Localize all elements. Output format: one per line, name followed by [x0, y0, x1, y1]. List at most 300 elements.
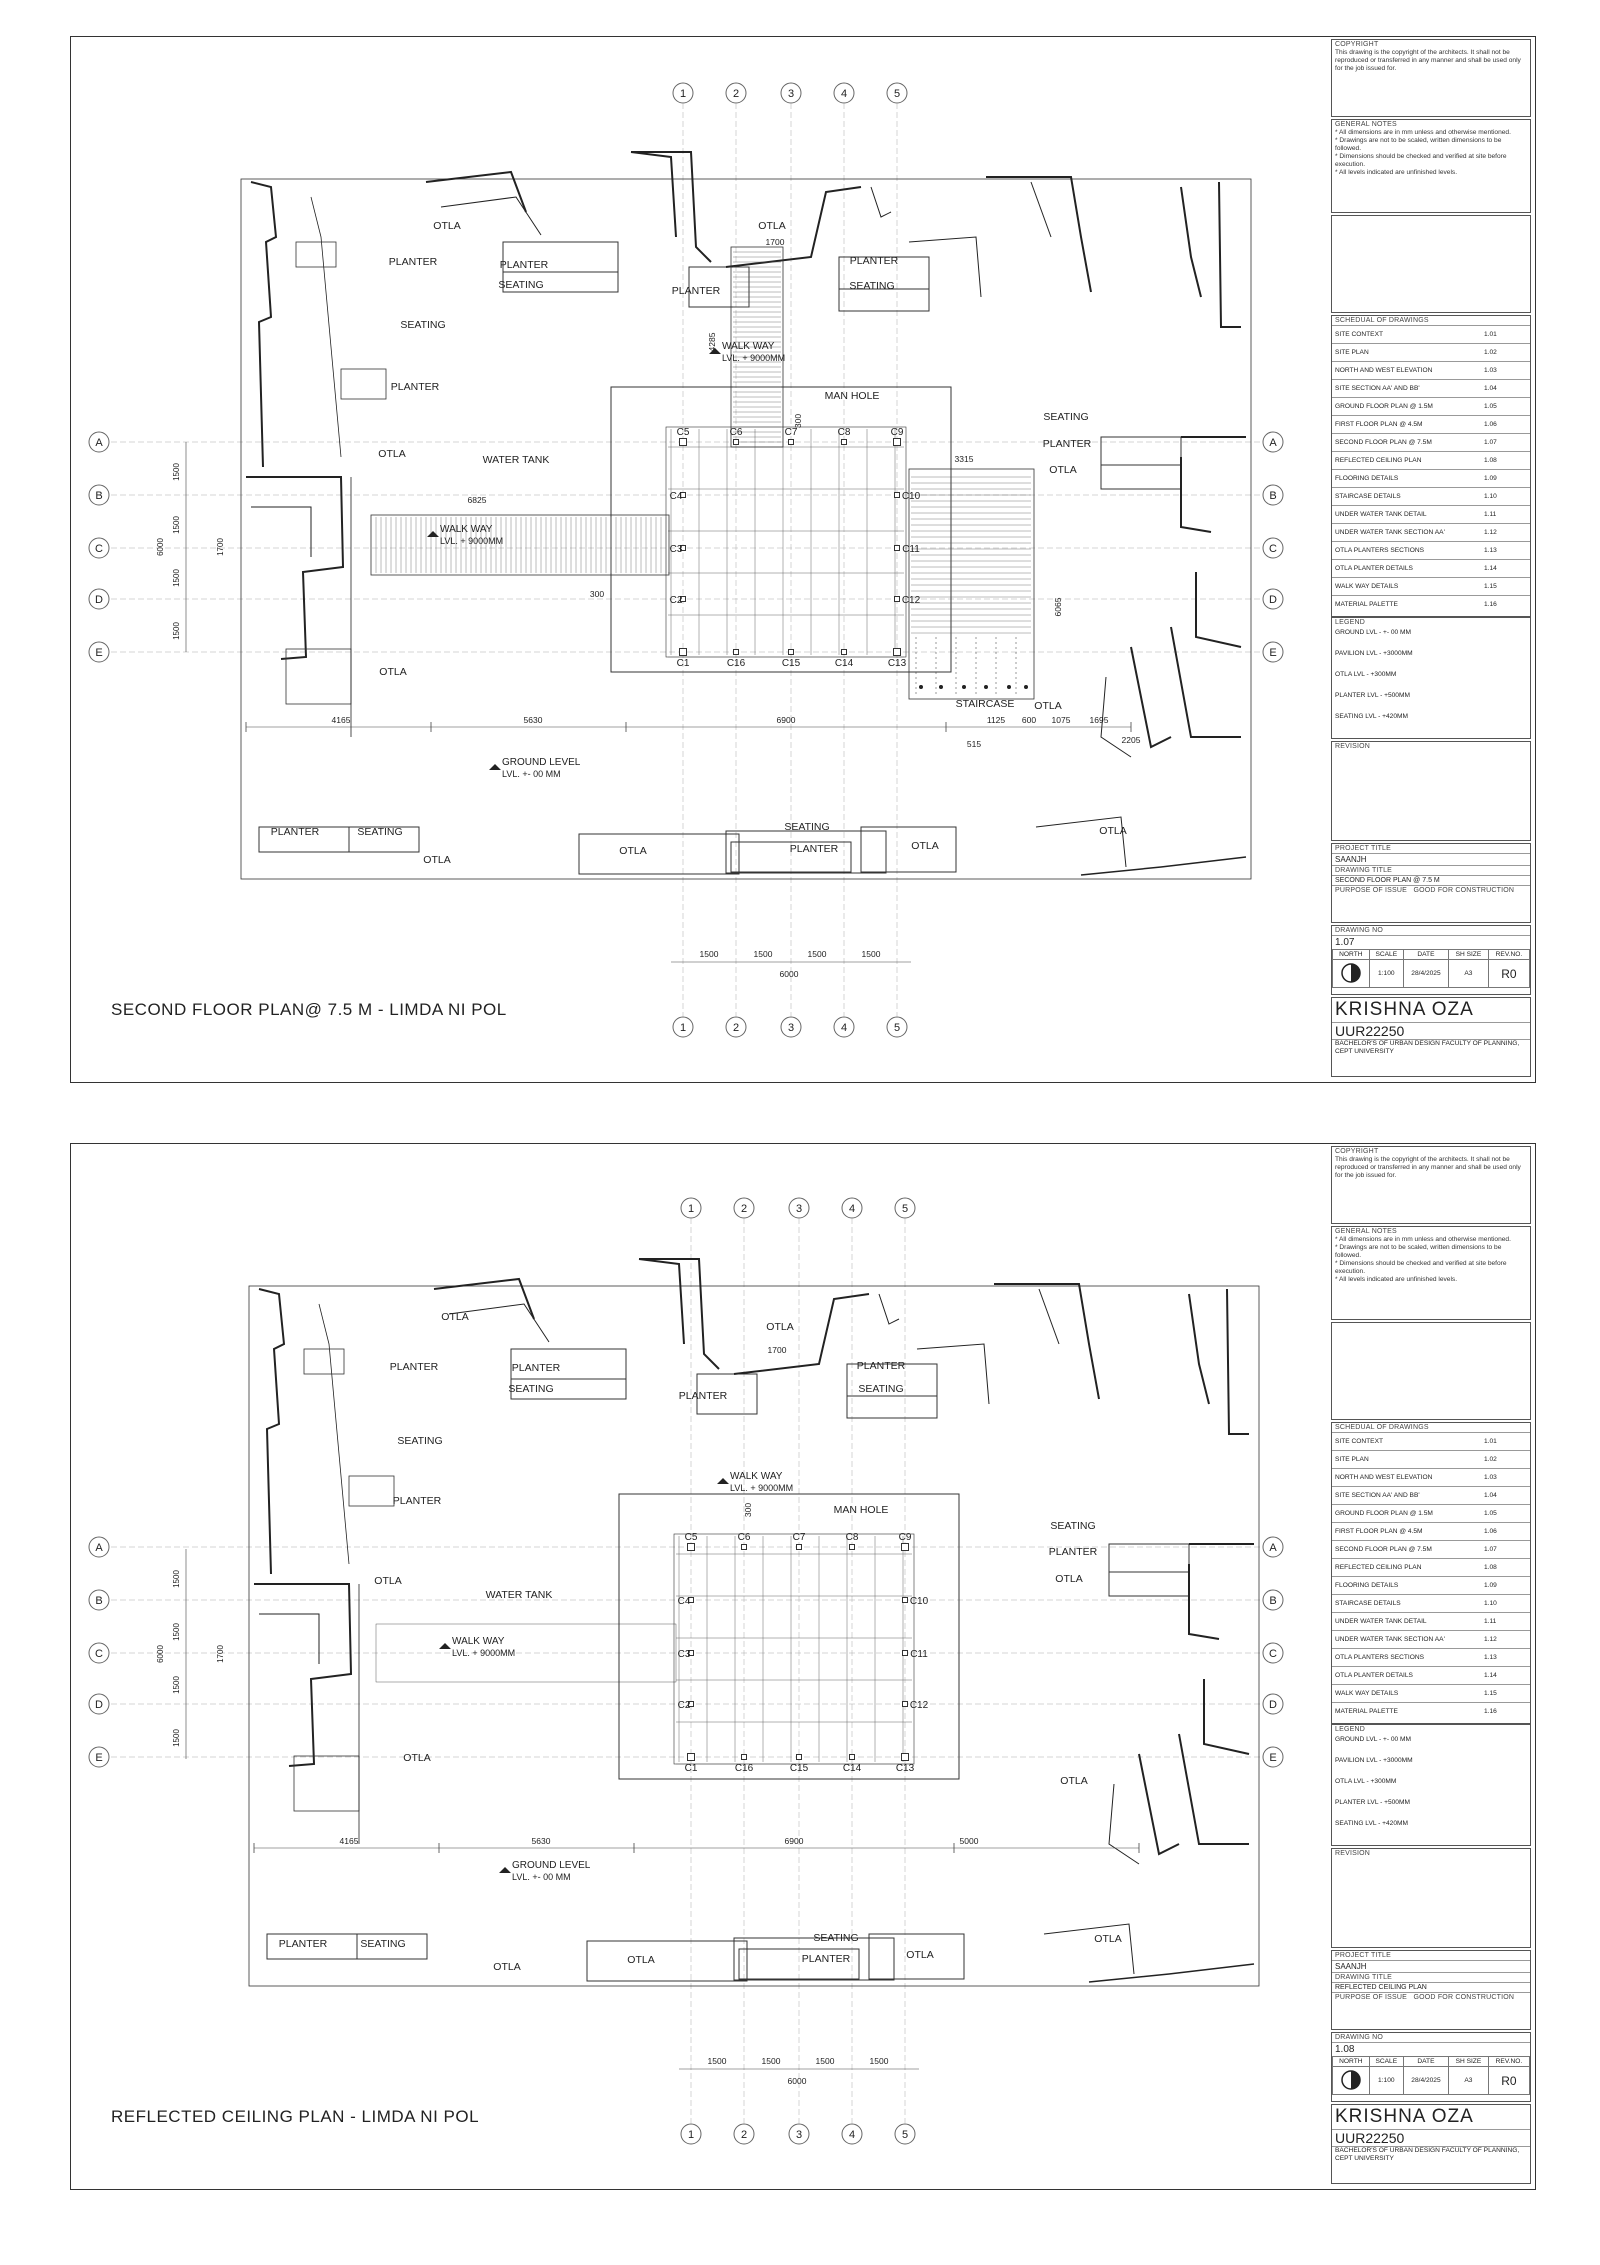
- planter-box: [296, 242, 336, 267]
- dimension-value: 3315: [954, 454, 974, 464]
- grid-label: D: [95, 1699, 103, 1711]
- ground-level-value: LVL. +- 00 MM: [512, 1872, 571, 1882]
- column-marker: [842, 650, 847, 655]
- schedule-number: 1.14: [1484, 1672, 1497, 1679]
- author-box: [1331, 997, 1531, 1077]
- column-marker: [680, 649, 687, 656]
- area-label-otla: OTLA: [766, 1321, 794, 1333]
- area-label-otla: OTLA: [1049, 464, 1077, 476]
- grid-label: 2: [740, 1203, 748, 1215]
- dimension-value: 1500: [172, 1729, 181, 1747]
- dimension-value: 6900: [784, 1836, 804, 1846]
- revision-heading: REVISION: [1335, 1850, 1371, 1857]
- schedule-number: 1.12: [1484, 1636, 1497, 1643]
- area-label-otla: OTLA: [1034, 700, 1062, 712]
- schedule-number: 1.13: [1484, 547, 1497, 554]
- column-marker: [902, 1754, 909, 1761]
- schedule-name: NORTH AND WEST ELEVATION: [1335, 1474, 1433, 1481]
- walkway-level: LVL. + 9000MM: [730, 1483, 794, 1493]
- note-line: * Drawings are not to be scaled, written dimensions to be followed.: [1335, 137, 1502, 152]
- dimension-value: 1700: [216, 538, 225, 556]
- schedule-row: [1332, 415, 1530, 433]
- schedule-name: UNDER WATER TANK SECTION AA': [1335, 529, 1445, 536]
- area-label-water-tank: WATER TANK: [482, 454, 550, 466]
- sheet-size-value: A3: [1448, 2067, 1488, 2095]
- schedule-name: UNDER WATER TANK DETAIL: [1335, 511, 1427, 518]
- area-label-seating: SEATING: [1050, 1520, 1096, 1532]
- blank-box: [1331, 215, 1531, 313]
- dimension-value: 6000: [156, 1645, 165, 1663]
- column-label: C13: [895, 1763, 915, 1774]
- dimension-value: 1500: [172, 569, 181, 587]
- wall: [986, 177, 1091, 292]
- ground-level-value: LVL. +- 00 MM: [502, 769, 561, 779]
- schedule-row: [1332, 1504, 1530, 1522]
- area-label-planter: PLANTER: [278, 1938, 328, 1950]
- dimension-value: 6000: [787, 2076, 807, 2086]
- schedule-row: [1332, 1702, 1530, 1720]
- dimension-value: 6000: [156, 538, 165, 556]
- dimension-value: 4285: [707, 332, 717, 352]
- plan-title: SECOND FLOOR PLAN@ 7.5 M - LIMDA NI POL: [111, 1000, 507, 1019]
- drawing-meta-table: [1332, 949, 1530, 988]
- schedule-name: FIRST FLOOR PLAN @ 4.5M: [1335, 1528, 1423, 1535]
- grid-label: 2: [740, 2129, 748, 2141]
- purpose-value: GOOD FOR CONSTRUCTION: [1413, 887, 1515, 894]
- dimension-value: 515: [966, 739, 982, 749]
- dimension-value: 1500: [172, 463, 181, 481]
- area-label-seating: SEATING: [357, 826, 403, 838]
- grid-label: 2: [732, 1022, 740, 1034]
- schedule-number: 1.05: [1484, 1510, 1497, 1517]
- legend-heading: LEGEND: [1335, 1726, 1365, 1733]
- column-label: C5: [676, 427, 690, 438]
- blank-box: [1331, 1322, 1531, 1420]
- column-marker: [850, 1545, 855, 1550]
- schedule-row: [1332, 433, 1530, 451]
- dimension-value: 1500: [761, 2056, 781, 2066]
- site-boundary: [249, 1286, 1259, 1986]
- schedule-row: [1332, 325, 1530, 343]
- otla-box: [579, 834, 739, 874]
- seating-box: [847, 1396, 937, 1418]
- schedule-number: 1.09: [1484, 475, 1497, 482]
- column-label: C3: [669, 544, 683, 555]
- area-label-planter: PLANTER: [856, 1360, 906, 1372]
- area-label-otla: OTLA: [627, 1954, 655, 1966]
- schedule-row: [1332, 577, 1530, 595]
- stair-post: [984, 685, 988, 689]
- grid-label: 2: [732, 88, 740, 100]
- drawing-title-heading: DRAWING TITLE: [1332, 865, 1530, 875]
- wall: [1189, 1294, 1209, 1404]
- schedule-row: [1332, 505, 1530, 523]
- seating-box: [1101, 437, 1181, 465]
- grid-label: 5: [893, 88, 901, 100]
- dimension-value: 1500: [861, 949, 881, 959]
- wall: [726, 187, 861, 267]
- drawing-title: REFLECTED CEILING PLAN: [1332, 1982, 1530, 1992]
- plan-svg: [71, 1144, 1325, 2189]
- schedule-row: [1332, 487, 1530, 505]
- schedule-row: [1332, 361, 1530, 379]
- column-marker: [902, 1544, 909, 1551]
- planter-box: [304, 1349, 344, 1374]
- drawing-title: SECOND FLOOR PLAN @ 7.5 M: [1332, 875, 1530, 885]
- scale-heading: SCALE: [1369, 950, 1403, 960]
- grid-label: 3: [787, 1022, 795, 1034]
- seating-box: [1109, 1544, 1189, 1572]
- legend-item: GROUND LVL - +- 00 MM: [1335, 1736, 1412, 1743]
- schedule-row: [1332, 1468, 1530, 1486]
- schedule-row: [1332, 379, 1530, 397]
- area-label-man-hole: MAN HOLE: [824, 390, 880, 402]
- dimension-value: 1500: [807, 949, 827, 959]
- schedule-name: OTLA PLANTER DETAILS: [1335, 1672, 1413, 1679]
- schedule-number: 1.08: [1484, 457, 1497, 464]
- column-marker: [680, 439, 687, 446]
- schedule-row: [1332, 1576, 1530, 1594]
- revision-heading: REVISION: [1335, 743, 1371, 750]
- schedule-number: 1.02: [1484, 349, 1497, 356]
- column-marker: [903, 1598, 908, 1603]
- dimension-value: 1500: [699, 949, 719, 959]
- grid-label: E: [1269, 647, 1277, 659]
- column-label: C7: [792, 1532, 806, 1543]
- column-marker: [895, 597, 900, 602]
- column-marker: [789, 440, 794, 445]
- schedule-number: 1.04: [1484, 385, 1497, 392]
- schedule-number: 1.14: [1484, 565, 1497, 572]
- area-label-planter: PLANTER: [390, 381, 440, 393]
- schedule-number: 1.06: [1484, 421, 1497, 428]
- purpose-heading: PURPOSE OF ISSUE: [1335, 887, 1408, 894]
- title-block: [1331, 1144, 1533, 2189]
- column-label: C7: [784, 427, 798, 438]
- drawing-sheet-2: [70, 1143, 1536, 2190]
- area-label-planter: PLANTER: [678, 1390, 728, 1402]
- grid-label: C: [1269, 543, 1277, 555]
- grid-label: D: [95, 594, 103, 606]
- grid-label: 3: [795, 1203, 803, 1215]
- schedule-number: 1.13: [1484, 1654, 1497, 1661]
- level-marker-icon: [489, 764, 501, 770]
- wall: [994, 1284, 1099, 1399]
- dimension-value: 5630: [531, 1836, 551, 1846]
- wall: [1089, 1964, 1254, 1982]
- grid-label: 4: [840, 88, 848, 100]
- note-line: * All levels indicated are unfinished levels.: [1335, 169, 1458, 176]
- column-marker: [895, 546, 900, 551]
- dimension-value: 1500: [753, 949, 773, 959]
- column-label: C6: [729, 427, 743, 438]
- area-label-otla: OTLA: [423, 854, 451, 866]
- area-label-planter: PLANTER: [389, 1361, 439, 1373]
- schedule-name: OTLA PLANTER DETAILS: [1335, 565, 1413, 572]
- area-label-water-tank: WATER TANK: [485, 1589, 553, 1601]
- legend-item: OTLA LVL - +300MM: [1335, 671, 1397, 678]
- schedule-name: STAIRCASE DETAILS: [1335, 493, 1401, 500]
- column-label: C8: [837, 427, 851, 438]
- wall: [449, 1304, 549, 1342]
- column-marker: [742, 1545, 747, 1550]
- dimension-value: 1700: [216, 1645, 225, 1663]
- note-line: * Dimensions should be checked and verified at site before execution.: [1335, 1260, 1507, 1275]
- project-title: SAANJH: [1332, 853, 1530, 865]
- column-label: C6: [737, 1532, 751, 1543]
- project-info-box: [1331, 843, 1531, 923]
- north-arrow-icon: [1333, 960, 1370, 988]
- scale-value: 1:100: [1369, 2067, 1403, 2095]
- planter-box: [1109, 1572, 1189, 1596]
- title-block: [1331, 37, 1533, 1082]
- area-label-otla: OTLA: [911, 840, 939, 852]
- stair-post: [962, 685, 966, 689]
- purpose-value: GOOD FOR CONSTRUCTION: [1413, 1994, 1515, 2001]
- wall: [1181, 187, 1201, 297]
- grid-label: A: [95, 437, 103, 449]
- wall: [1181, 457, 1211, 532]
- project-title-heading: PROJECT TITLE: [1335, 845, 1392, 852]
- wall: [246, 477, 343, 659]
- wall: [1081, 857, 1246, 875]
- area-label-seating: SEATING: [858, 1383, 904, 1395]
- stair-post: [1024, 685, 1028, 689]
- column-label: C15: [789, 1763, 809, 1774]
- schedule-name: SITE CONTEXT: [1335, 331, 1383, 338]
- schedule-name: GROUND FLOOR PLAN @ 1.5M: [1335, 403, 1433, 410]
- legend-item: SEATING LVL - +420MM: [1335, 1820, 1408, 1827]
- grid-label: C: [95, 1648, 103, 1660]
- north-heading: NORTH: [1333, 950, 1370, 960]
- grid-label: D: [1269, 1699, 1277, 1711]
- legend-item: GROUND LVL - +- 00 MM: [1335, 629, 1412, 636]
- grid-label: 1: [687, 2129, 695, 2141]
- purpose-heading: PURPOSE OF ISSUE: [1335, 1994, 1408, 2001]
- area-label-planter: PLANTER: [1042, 438, 1092, 450]
- level-marker-icon: [439, 1643, 451, 1649]
- note-line: * Dimensions should be checked and verified at site before execution.: [1335, 153, 1507, 168]
- area-label-seating: SEATING: [1043, 411, 1089, 423]
- column-label: C4: [677, 1596, 691, 1607]
- wall: [259, 1289, 284, 1574]
- schedule-number: 1.16: [1484, 601, 1497, 608]
- dimension-value: 1500: [172, 1676, 181, 1694]
- wall: [1139, 1754, 1179, 1854]
- column-marker: [742, 1755, 747, 1760]
- level-marker-icon: [427, 531, 439, 537]
- dimension-value: 6000: [779, 969, 799, 979]
- area-label-planter: PLANTER: [511, 1362, 561, 1374]
- column-marker: [797, 1755, 802, 1760]
- wall: [1171, 627, 1241, 737]
- dimension-value: 4165: [331, 715, 351, 725]
- column-label: C16: [726, 658, 746, 669]
- area-label-planter: PLANTER: [789, 843, 839, 855]
- wall: [1131, 647, 1171, 747]
- schedule-row: [1332, 1666, 1530, 1684]
- tank-inner: [666, 427, 906, 657]
- wall: [251, 507, 311, 557]
- dimension-value: 1075: [1051, 715, 1071, 725]
- dimension-value: 1500: [707, 2056, 727, 2066]
- schedule-row: [1332, 1684, 1530, 1702]
- area-label-planter: PLANTER: [270, 826, 320, 838]
- copyright-box: [1331, 1146, 1531, 1224]
- sheet-size-heading: SH SIZE: [1448, 2057, 1488, 2067]
- column-label: C16: [734, 1763, 754, 1774]
- dimension-value: 300: [793, 413, 803, 429]
- column-label: C5: [684, 1532, 698, 1543]
- column-label: C1: [676, 658, 690, 669]
- general-notes-box: [1331, 1226, 1531, 1320]
- wall: [1189, 1564, 1219, 1639]
- drawing-meta-table: [1332, 2056, 1530, 2095]
- note-line: * All dimensions are in mm unless and otherwise mentioned.: [1335, 1236, 1511, 1243]
- schedule-number: 1.11: [1484, 1618, 1497, 1625]
- schedule-number: 1.01: [1484, 1438, 1497, 1445]
- wall: [1204, 1679, 1249, 1754]
- area-label-seating: SEATING: [498, 279, 544, 291]
- column-marker: [903, 1702, 908, 1707]
- schedule-number: 1.15: [1484, 1690, 1497, 1697]
- grid-label: B: [1269, 490, 1277, 502]
- column-marker: [734, 440, 739, 445]
- stair-post: [1007, 685, 1011, 689]
- north-heading: NORTH: [1333, 2057, 1370, 2067]
- column-label: C8: [845, 1532, 859, 1543]
- wall: [1039, 1289, 1059, 1344]
- general-notes-box: [1331, 119, 1531, 213]
- wall: [1227, 1289, 1249, 1434]
- area-label-seating: SEATING: [508, 1383, 554, 1395]
- author-name: KRISHNA OZA: [1335, 999, 1474, 1020]
- dimension-value: 4165: [339, 1836, 359, 1846]
- column-label: C2: [669, 595, 683, 606]
- legend-item: PAVILION LVL - +3000MM: [1335, 650, 1413, 657]
- walkway-level: LVL. + 9000MM: [440, 536, 504, 546]
- grid-label: 4: [848, 1203, 856, 1215]
- schedule-number: 1.11: [1484, 511, 1497, 518]
- plan-drawing: [71, 37, 1325, 1082]
- schedule-row: [1332, 559, 1530, 577]
- schedule-number: 1.03: [1484, 1474, 1497, 1481]
- note-line: * Drawings are not to be scaled, written dimensions to be followed.: [1335, 1244, 1502, 1259]
- north-arrow-icon: [1333, 2067, 1370, 2095]
- area-label-otla: OTLA: [378, 448, 406, 460]
- door-arc: [879, 1294, 899, 1324]
- wall: [254, 1584, 351, 1766]
- wall: [639, 1259, 684, 1344]
- column-marker: [688, 1754, 695, 1761]
- grid-label: E: [1269, 1752, 1277, 1764]
- wall: [909, 237, 981, 297]
- dimension-value: 1125: [986, 715, 1006, 725]
- dimension-value: 1500: [172, 516, 181, 534]
- area-label-otla: OTLA: [1094, 1933, 1122, 1945]
- legend-item: SEATING LVL - +420MM: [1335, 713, 1408, 720]
- date-heading: DATE: [1403, 950, 1448, 960]
- schedule-name: OTLA PLANTERS SECTIONS: [1335, 547, 1425, 554]
- column-label: C11: [910, 1649, 928, 1660]
- author-box: [1331, 2104, 1531, 2184]
- schedule-name: REFLECTED CEILING PLAN: [1335, 1564, 1422, 1571]
- schedule-name: REFLECTED CEILING PLAN: [1335, 457, 1422, 464]
- otla-box: [861, 827, 956, 872]
- copyright-text: This drawing is the copyright of the architects. It shall not be reproduced or transferred in any manner and shall be used only for the job issued for.: [1335, 49, 1521, 72]
- column-label: C12: [909, 1700, 929, 1711]
- area-label-staircase: STAIRCASE: [955, 698, 1015, 710]
- column-marker: [903, 1651, 908, 1656]
- wall: [259, 1614, 319, 1664]
- area-label-otla: OTLA: [906, 1949, 934, 1961]
- grid-label: 4: [840, 1022, 848, 1034]
- walkway-left: [371, 515, 669, 575]
- legend-item: PLANTER LVL - +500MM: [1335, 1799, 1410, 1806]
- grid-label: 5: [901, 1203, 909, 1215]
- schedule-heading: SCHEDUAL OF DRAWINGS: [1335, 317, 1429, 324]
- drawing-title-heading: DRAWING TITLE: [1332, 1972, 1530, 1982]
- dimension-value: 600: [1021, 715, 1037, 725]
- schedule-row: [1332, 1486, 1530, 1504]
- schedule-row: [1332, 523, 1530, 541]
- schedule-name: UNDER WATER TANK SECTION AA': [1335, 1636, 1445, 1643]
- area-label-seating: SEATING: [400, 319, 446, 331]
- purpose-row: [1332, 1992, 1530, 2002]
- schedule-name: SITE SECTION AA' AND BB': [1335, 1492, 1420, 1499]
- drawing-number-box: [1331, 2032, 1531, 2102]
- dimension-value: 1500: [172, 1623, 181, 1641]
- grid-label: B: [95, 490, 103, 502]
- area-label-otla: OTLA: [493, 1961, 521, 1973]
- area-label-seating: SEATING: [784, 821, 830, 833]
- area-label-planter: PLANTER: [1048, 1546, 1098, 1558]
- level-marker-icon: [717, 1478, 729, 1484]
- notes-heading: GENERAL NOTES: [1335, 1228, 1397, 1235]
- walkway-label: WALK WAY: [722, 341, 775, 352]
- schedule-row: [1332, 1648, 1530, 1666]
- drawing-number-box: [1331, 925, 1531, 995]
- wall: [917, 1344, 989, 1404]
- schedule-row: [1332, 343, 1530, 361]
- column-label: C11: [902, 544, 920, 555]
- revision-no-value: R0: [1488, 2067, 1529, 2095]
- schedule-number: 1.06: [1484, 1528, 1497, 1535]
- project-info-box: [1331, 1950, 1531, 2030]
- area-label-otla: OTLA: [1060, 1775, 1088, 1787]
- column-marker: [850, 1755, 855, 1760]
- schedule-number: 1.04: [1484, 1492, 1497, 1499]
- wall: [734, 1294, 869, 1374]
- walkway-label: WALK WAY: [440, 524, 493, 535]
- planter-box: [349, 1476, 394, 1506]
- schedule-name: OTLA PLANTERS SECTIONS: [1335, 1654, 1425, 1661]
- copyright-heading: COPYRIGHT: [1335, 1148, 1379, 1155]
- wall: [1031, 182, 1051, 237]
- schedule-name: MATERIAL PALETTE: [1335, 601, 1398, 608]
- column-label: C9: [898, 1532, 912, 1543]
- dimension-value: 6065: [1053, 597, 1063, 617]
- schedule-number: 1.07: [1484, 439, 1497, 446]
- revision-box: [1331, 741, 1531, 841]
- schedule-name: UNDER WATER TANK DETAIL: [1335, 1618, 1427, 1625]
- door-arc: [871, 187, 891, 217]
- grid-label: A: [95, 1542, 103, 1554]
- schedule-name: NORTH AND WEST ELEVATION: [1335, 367, 1433, 374]
- schedule-number: 1.12: [1484, 529, 1497, 536]
- dimension-value: 1500: [172, 1570, 181, 1588]
- stair-post: [919, 685, 923, 689]
